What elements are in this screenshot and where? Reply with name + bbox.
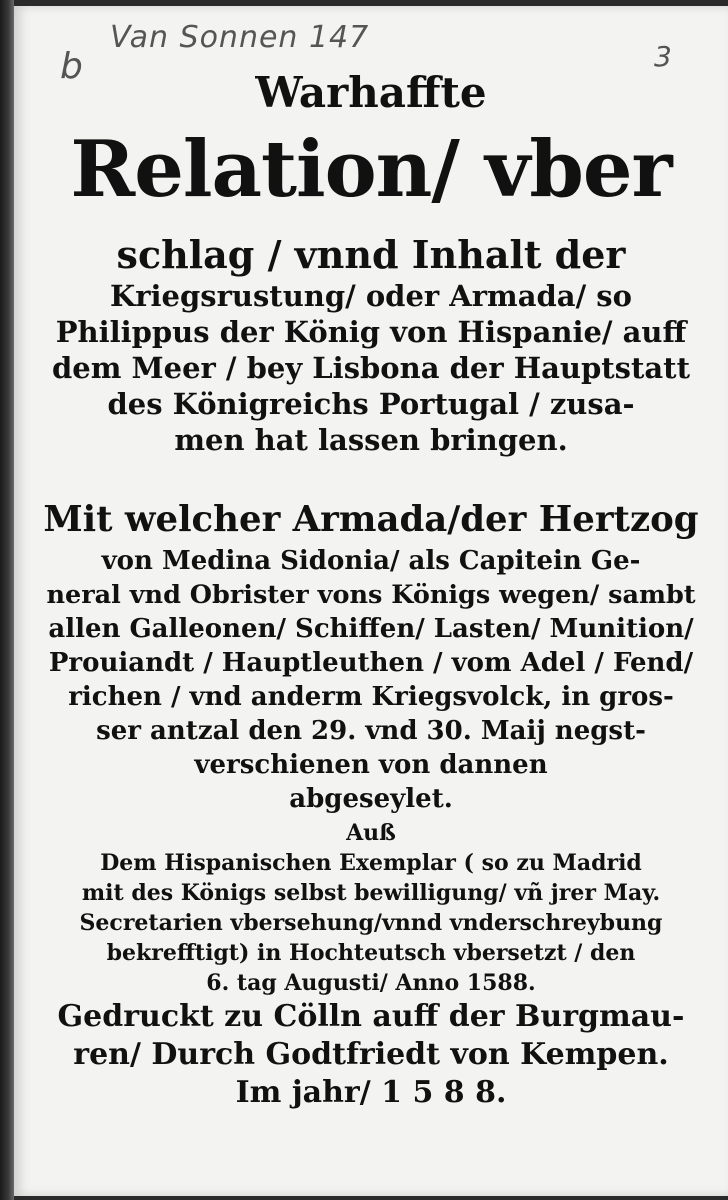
handwritten-page-number: 3: [654, 40, 672, 73]
text-line: Mit welcher Armada/der Hertzog: [43, 499, 699, 540]
text-line: dem Meer / bey Lisbona der Hauptstatt: [52, 351, 690, 385]
imprint: [14, 998, 728, 1112]
handwritten-inscription: Van Sonnen 147: [110, 20, 370, 55]
text-line: ser antzal den 29. vnd 30. Maij negst-: [96, 716, 646, 746]
text-line: Kriegsrustung/ oder Armada/ so: [110, 279, 632, 313]
text-line: Gedruckt zu Cölln auff der Burgmau-: [57, 999, 685, 1034]
title-line-1: Warhaffte: [255, 68, 487, 117]
text-line: richen / vnd anderm Kriegsvolck, in gros-: [68, 682, 674, 712]
text-line: men hat lassen bringen.: [174, 423, 568, 457]
text-line: Prouiandt / Hauptleuthen / vom Adel / Fend/: [48, 648, 694, 678]
text-line: verschienen von dannen: [194, 750, 548, 780]
text-line: mit des Königs selbst bewilligung/ vñ jrer May.: [81, 880, 661, 906]
text-line: abgeseylet.: [289, 784, 453, 814]
book-spine: [0, 0, 14, 1200]
text-line: 6. tag Augusti/ Anno 1588.: [206, 970, 536, 996]
description-block: [14, 496, 728, 816]
text-line: Dem Hispanischen Exemplar ( so zu Madrid: [100, 850, 642, 876]
text-line: Auß: [346, 820, 396, 846]
text-line: Philippus der König von Hispanie/ auff: [55, 315, 687, 349]
text-line: Im jahr/ 1 5 8 8.: [235, 1075, 507, 1110]
text-line: schlag / vnnd Inhalt der: [116, 232, 626, 277]
text-line: bekrefftigt) in Hochteutsch vbersetzt / den: [106, 940, 636, 966]
text-line: neral vnd Obrister vons Königs wegen/ sambt: [46, 580, 696, 610]
text-line: ren/ Durch Godtfriedt von Kempen.: [73, 1037, 669, 1072]
title-page: [14, 6, 728, 1196]
text-line: von Medina Sidonia/ als Capitein Ge-: [101, 546, 641, 576]
handwritten-mark: b: [60, 46, 83, 87]
text-line: allen Galleonen/ Schiffen/ Lasten/ Munition/: [48, 614, 694, 644]
text-line: des Königreichs Portugal / zusa-: [107, 387, 635, 421]
translation-note: [14, 818, 728, 998]
text-line: Secretarien vbersehung/vnnd vnderschreybung: [79, 910, 663, 936]
title-continuation: [14, 232, 728, 458]
title-line-2: Relation/ vber: [70, 124, 672, 215]
